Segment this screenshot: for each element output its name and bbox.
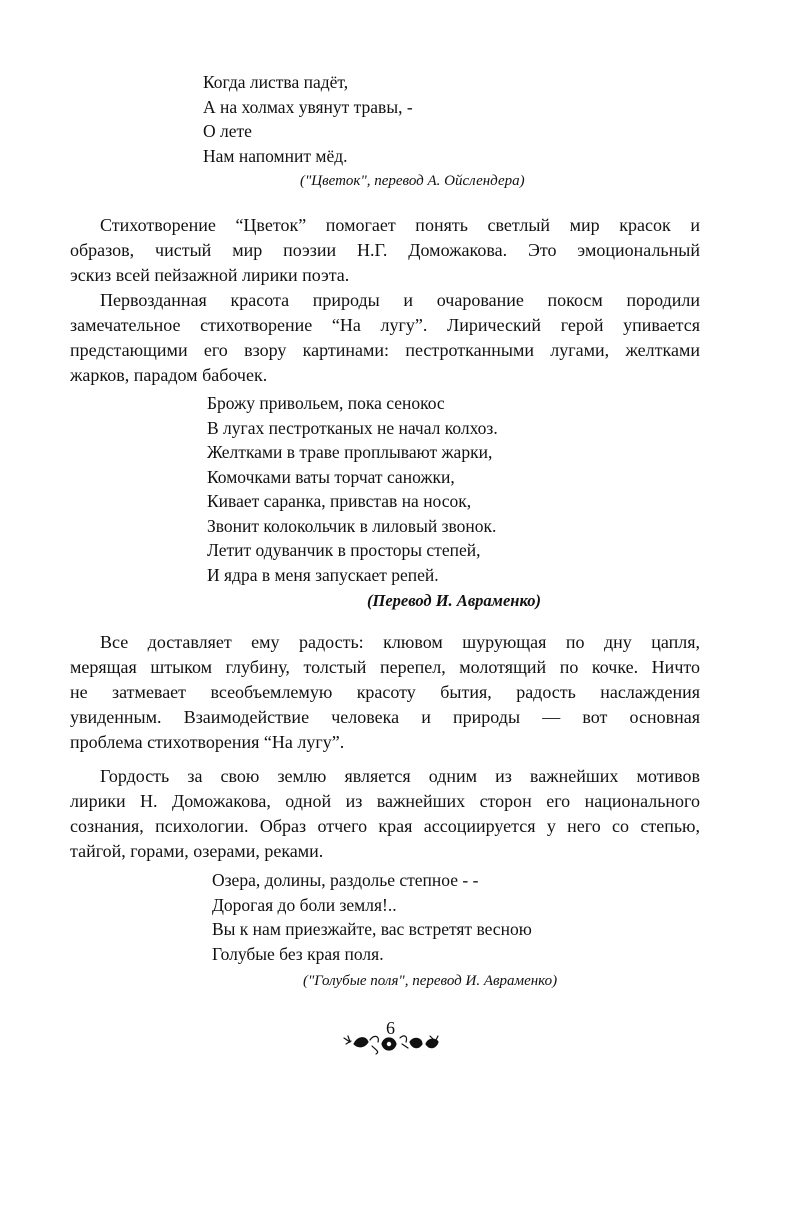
paragraph-line: сознания, психологии. Образ отчего края ассоциируется у него со степью, [70, 816, 700, 836]
paragraph-line: не затмевает всеобъемлемую красоту бытия, радость наслаждения [70, 682, 700, 702]
poem-line: Дорогая до боли земля!.. [212, 894, 397, 915]
paragraph-line: Первозданная красота природы и очарование покосм породили [100, 290, 700, 310]
poem-line: Кивает саранка, привстав на носок, [207, 491, 472, 511]
poem-attribution: (Перевод И. Авраменко) [367, 591, 541, 610]
poem-line: Звонит колокольчик в лиловый звонок. [207, 515, 497, 536]
paragraph-line: мерящая штыком глубину, толстый перепел, молотящий по кочке. Ничто [70, 657, 700, 677]
poem-line: Вы к нам приезжайте, вас встретят весною [212, 919, 532, 939]
poem-attribution: ("Голубые поля", перевод И. Авраменко) [303, 973, 558, 989]
paragraph [70, 288, 700, 388]
paragraph-line: замечательное стихотворение “На лугу”. Лирический герой упивается [70, 315, 700, 335]
paragraph-line: жарков, парадом бабочек. [70, 365, 268, 385]
poem-line: Летит одуванчик в просторы степей, [207, 540, 481, 560]
poem-line: Нам напомнит мёд. [203, 145, 348, 166]
poem-line: Желтками в траве проплывают жарки, [207, 442, 493, 462]
paragraph [70, 764, 700, 864]
paragraph-line: Гордость за свою землю является одним из важнейших мотивов [100, 766, 700, 786]
paragraph-line: лирики Н. Доможакова, одной из важнейших сторон его национального [70, 791, 700, 811]
poem-attribution: ("Цветок", перевод А. Ойслендера) [300, 173, 525, 189]
poem-golubye-polya [212, 868, 532, 966]
paragraph [70, 213, 700, 288]
floral-ornament-icon [342, 1030, 442, 1061]
paragraph-line: Стихотворение “Цветок” помогает понять светлый мир красок и [100, 215, 700, 235]
paragraph-line: Все доставляет ему радость: клювом шурующая по дну цапля, [100, 632, 700, 652]
page-number: 6 [386, 1018, 395, 1038]
poem-line: И ядра в меня запускает репей. [207, 564, 439, 585]
poem-na-lugu [207, 391, 498, 587]
poem-line: Брожу привольем, пока сенокос [207, 393, 445, 413]
poem-cvetok [203, 70, 413, 168]
poem-line: Когда листва падёт, [203, 72, 349, 92]
poem-line: О лете [203, 121, 252, 141]
paragraph-line: предстающими его взору картинами: пестротканными лугами, желтками [70, 340, 700, 360]
paragraph [70, 630, 700, 755]
poem-line: А на холмах увянут травы, - [203, 96, 413, 117]
poem-line: В лугах пестротканых не начал колхоз. [207, 417, 498, 438]
paragraph-line: образов, чистый мир поэзии Н.Г. Доможакова. Это эмоциональный [70, 240, 700, 260]
poem-line: Комочками ваты торчат саножки, [207, 466, 455, 487]
paragraph-line: увиденным. Взаимодействие человека и природы — вот основная [70, 707, 700, 727]
poem-line: Голубые без края поля. [212, 943, 384, 964]
poem-line: Озера, долины, раздолье степное - - [212, 870, 479, 890]
paragraph-line: эскиз всей пейзажной лирики поэта. [70, 265, 350, 285]
paragraph-line: тайгой, горами, озерами, реками. [70, 841, 324, 861]
paragraph-line: проблема стихотворения “На лугу”. [70, 732, 345, 752]
